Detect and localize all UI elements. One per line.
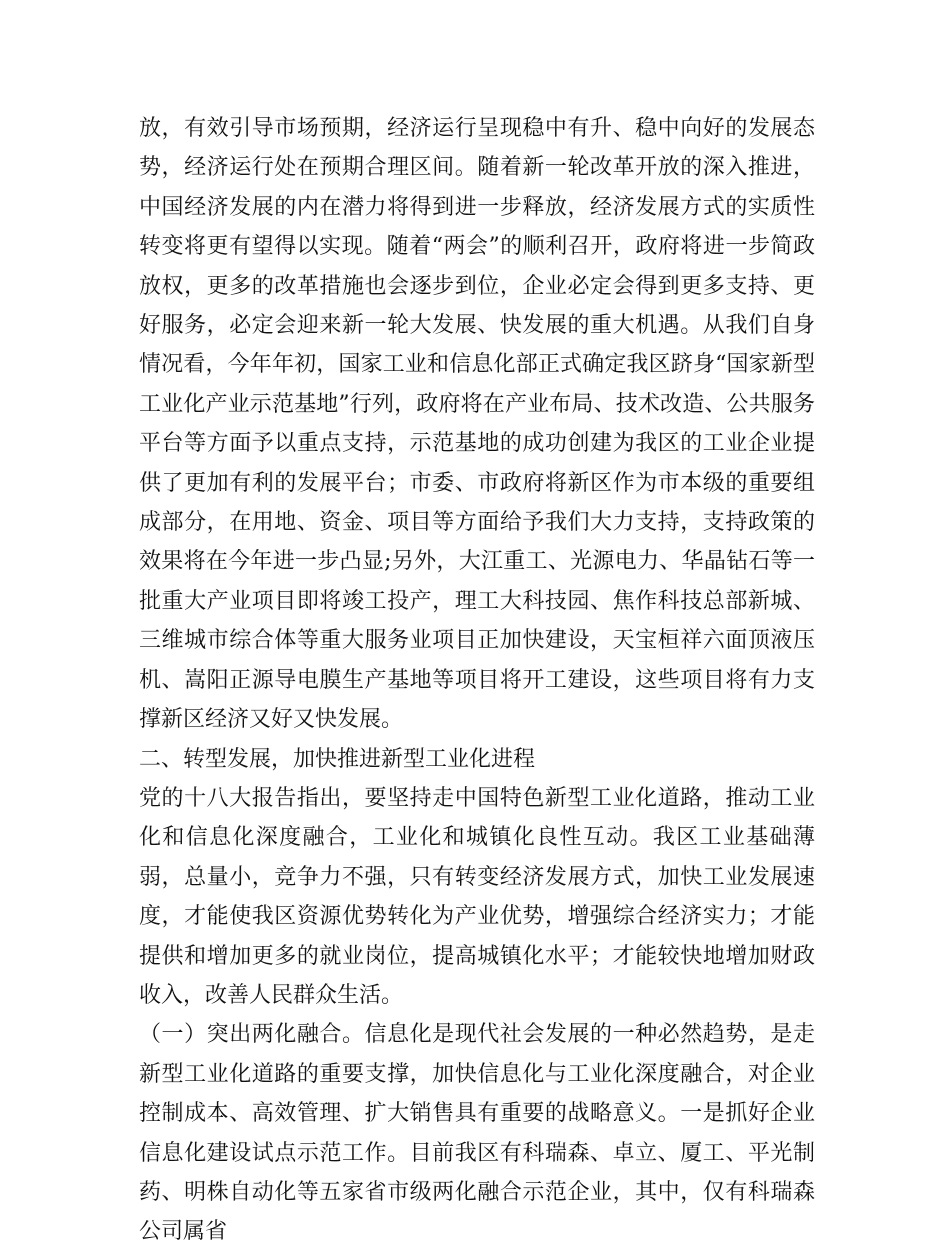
paragraph-informatization: （一）突出两化融合。信息化是现代社会发展的一种必然趋势，是走新型工业化道路的重要支撑，加快信息化与工业化深度融合，对企业控制成本、高效管理、扩大销售具有重要的战略意义。一是抓好企业信息化建设试点示范工作。目前我区有科瑞森、卓立、厦工、平光制药、明株自动化等五家省市级两化融合示范企业，其中，仅有科瑞森公司属省 xyxy=(139,1022,815,1245)
paragraph-economic-outlook: 放，有效引导市场预期，经济运行呈现稳中有升、稳中向好的发展态势，经济运行处在预期合理区间。随着新一轮改革开放的深入推进，中国经济发展的内在潜力将得到进一步释放，经济发展方式的实质性转变将更有望得以实现。随着“两会”的顺利召开，政府将进一步简政放权，更多的改革措施也会逐步到位，企业必定会得到更多支持、更好服务，必定会迎来新一轮大发展、快发展的重大机遇。从我们自身情况看，今年年初，国家工业和信息化部正式确定我区跻身“国家新型工业化产业示范基地”行列，政府将在产业布局、技术改造、公共服务平台等方面予以重点支持，示范基地的成功创建为我区的工业企业提供了更加有利的发展平台；市委、市政府将新区作为市本级的重要组成部分，在用地、资金、项目等方面给予我们大力支持，支持政策的效果将在今年进一步凸显;另外，大江重工、光源电力、华晶钻石等一批重大产业项目即将竣工投产，理工大科技园、焦作科技总部新城、三维城市综合体等重大服务业项目正加快建设，天宝桓祥六面顶液压机、嵩阳正源导电膜生产基地等项目将开工建设，这些项目将有力支撑新区经济又好又快发展。 xyxy=(139,116,815,733)
document-body xyxy=(139,109,815,1252)
paragraph-industrialization: 党的十八大报告指出，要坚持走中国特色新型工业化道路，推动工业化和信息化深度融合，工业化和城镇化良性互动。我区工业基础薄弱，总量小，竞争力不强，只有转变经济发展方式，加快工业发展速度，才能使我区资源优势转化为产业优势，增强综合经济实力；才能提供和增加更多的就业岗位，提高城镇化水平；才能较快地增加财政收入，改善人民群众生活。 xyxy=(139,785,815,1008)
section-heading: 二、转型发展，加快推进新型工业化进程 xyxy=(139,746,536,772)
